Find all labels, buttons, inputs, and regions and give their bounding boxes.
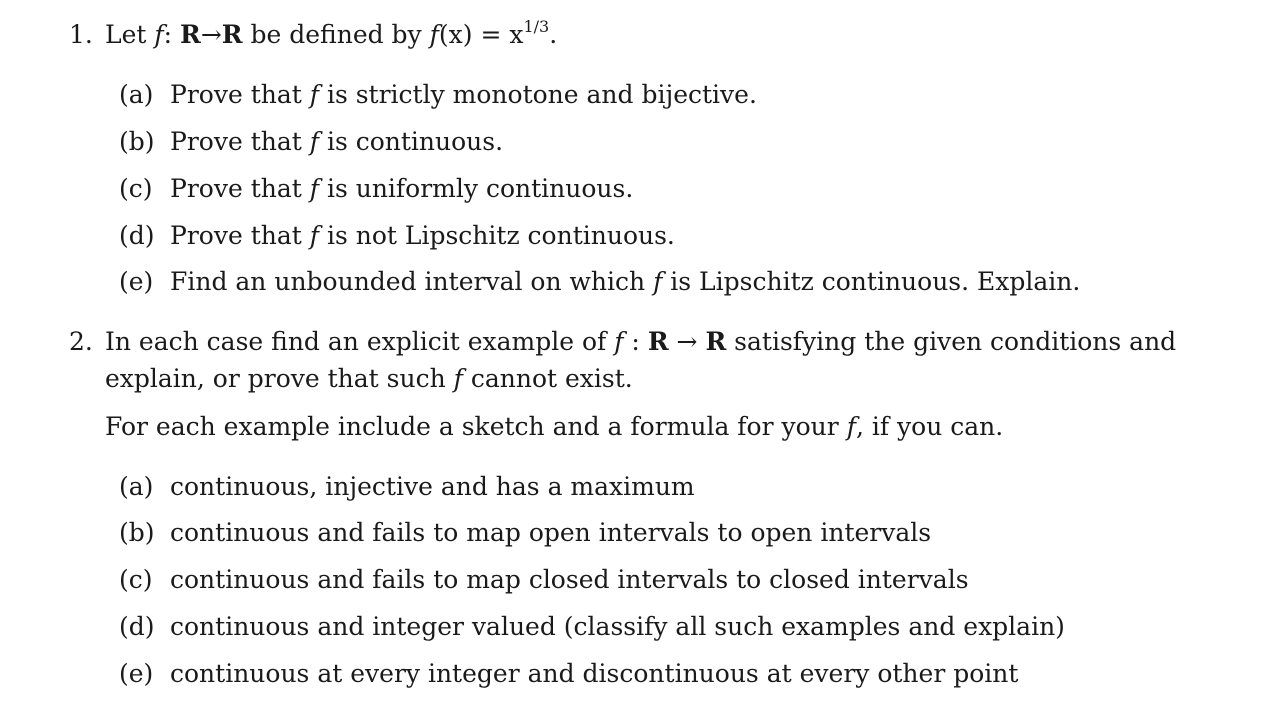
part-label: (e) xyxy=(119,659,154,688)
part-label: (d) xyxy=(119,612,155,641)
part-text: Prove that f is not Lipschitz continuous. xyxy=(170,221,675,250)
part-text: Prove that f is uniformly continuous. xyxy=(170,174,634,203)
part-label: (a) xyxy=(119,80,154,109)
problem-1-statement: Let f: R→R be defined by $f(x) = x^{1/3}$. xyxy=(105,17,558,49)
part-text: Prove that f is continuous. xyxy=(170,127,504,156)
part-text: continuous and fails to map closed intervals to closed intervals xyxy=(170,565,969,594)
part-label: (b) xyxy=(119,127,155,156)
part-text: Prove that f is strictly monotone and bijective. xyxy=(170,80,757,109)
part-label: (c) xyxy=(119,565,153,594)
problem-2-statement-line-1: In each case find an explicit example of f : R → R satisfying the given conditions and xyxy=(105,327,1177,356)
part-text: continuous at every integer and discontinuous at every other point xyxy=(170,659,1019,688)
problem-2-number: 2. xyxy=(69,327,93,356)
problem-2-statement-line-2: explain, or prove that such f cannot exist. xyxy=(105,364,633,393)
part-label: (d) xyxy=(119,221,155,250)
part-label: (e) xyxy=(119,267,154,296)
problem-1-number: 1. xyxy=(69,20,93,49)
part-label: (c) xyxy=(119,174,153,203)
part-text: continuous and integer valued (classify all such examples and explain) xyxy=(170,612,1065,641)
problem-2-note: For each example include a sketch and a formula for your f, if you can. xyxy=(105,412,1004,441)
part-text: continuous and fails to map open intervals to open intervals xyxy=(170,518,932,547)
part-label: (b) xyxy=(119,518,155,547)
part-text: continuous, injective and has a maximum xyxy=(170,472,695,501)
part-text: Find an unbounded interval on which f is Lipschitz continuous. Explain. xyxy=(170,267,1081,296)
part-label: (a) xyxy=(119,472,154,501)
